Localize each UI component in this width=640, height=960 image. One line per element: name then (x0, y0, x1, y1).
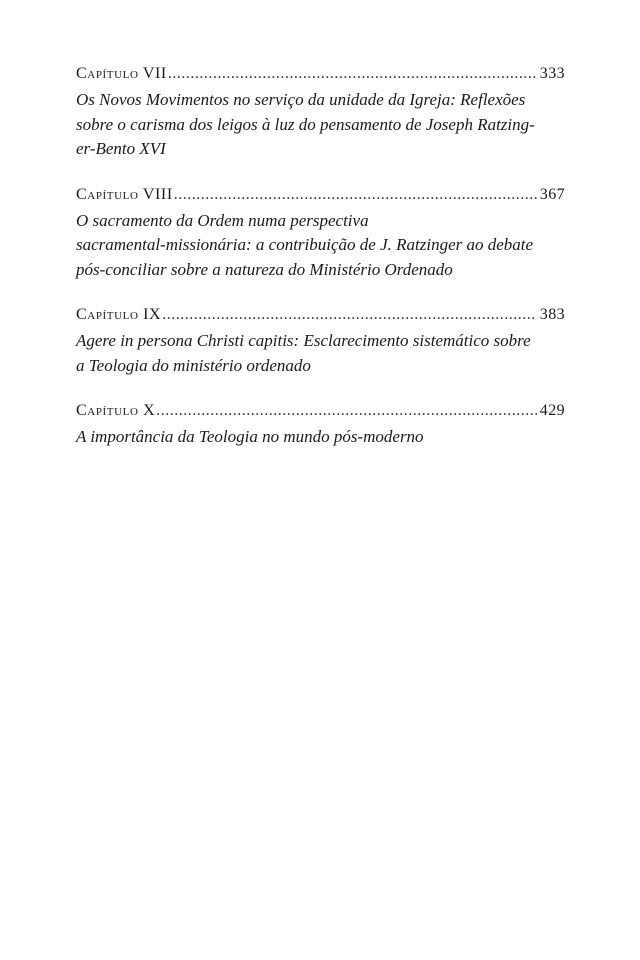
dot-leader (174, 183, 537, 207)
chapter-title (76, 425, 565, 450)
chapter-title (76, 329, 565, 378)
chapter-title-line: Agere in persona Christi capitis: Esclarecimento sistemático sobre (76, 331, 531, 350)
toc-entry-header (76, 183, 565, 207)
chapter-title (76, 88, 565, 162)
dot-leader (168, 62, 537, 86)
chapter-label: Capítulo VIII (76, 185, 173, 203)
chapter-title-line: a Teologia do ministério ordenado (76, 355, 311, 375)
page-number: 429 (539, 402, 565, 419)
chapter-label: Capítulo X (76, 402, 156, 419)
chapter-title-line: A importância da Teologia no mundo pós-moderno (76, 427, 424, 446)
chapter-label: Capítulo VII (76, 65, 167, 82)
toc-entry-chapter-10 (76, 399, 565, 450)
toc-entry-header (76, 303, 565, 327)
chapter-title-line: sobre o carisma dos leigos à luz do pensamento de Joseph Ratzing- (76, 114, 535, 134)
toc-entry-header (76, 62, 565, 86)
toc-entry-chapter-9 (76, 303, 565, 378)
chapter-title-line: O sacramento da Ordem numa perspectiva (76, 210, 369, 230)
toc-entry-header (76, 399, 565, 423)
page-number: 383 (539, 306, 565, 323)
chapter-label: Capítulo IX (76, 306, 162, 323)
table-of-contents (76, 62, 565, 471)
chapter-title-line: er-Bento XVI (76, 139, 166, 158)
chapter-title-line: pós-conciliar sobre a natureza do Ministério Ordenado (76, 259, 453, 279)
chapter-title-line: Os Novos Movimentos no serviço da unidade da Igreja: Reflexões (76, 90, 526, 109)
chapter-title (76, 209, 565, 283)
dot-leader (162, 303, 537, 327)
toc-entry-chapter-8 (76, 183, 565, 283)
page-number: 367 (539, 185, 565, 203)
chapter-title-line: sacramental-missionária: a contribuição de J. Ratzinger ao debate (76, 235, 534, 254)
page-number: 333 (539, 65, 565, 82)
dot-leader (156, 399, 537, 423)
toc-entry-chapter-7 (76, 62, 565, 162)
